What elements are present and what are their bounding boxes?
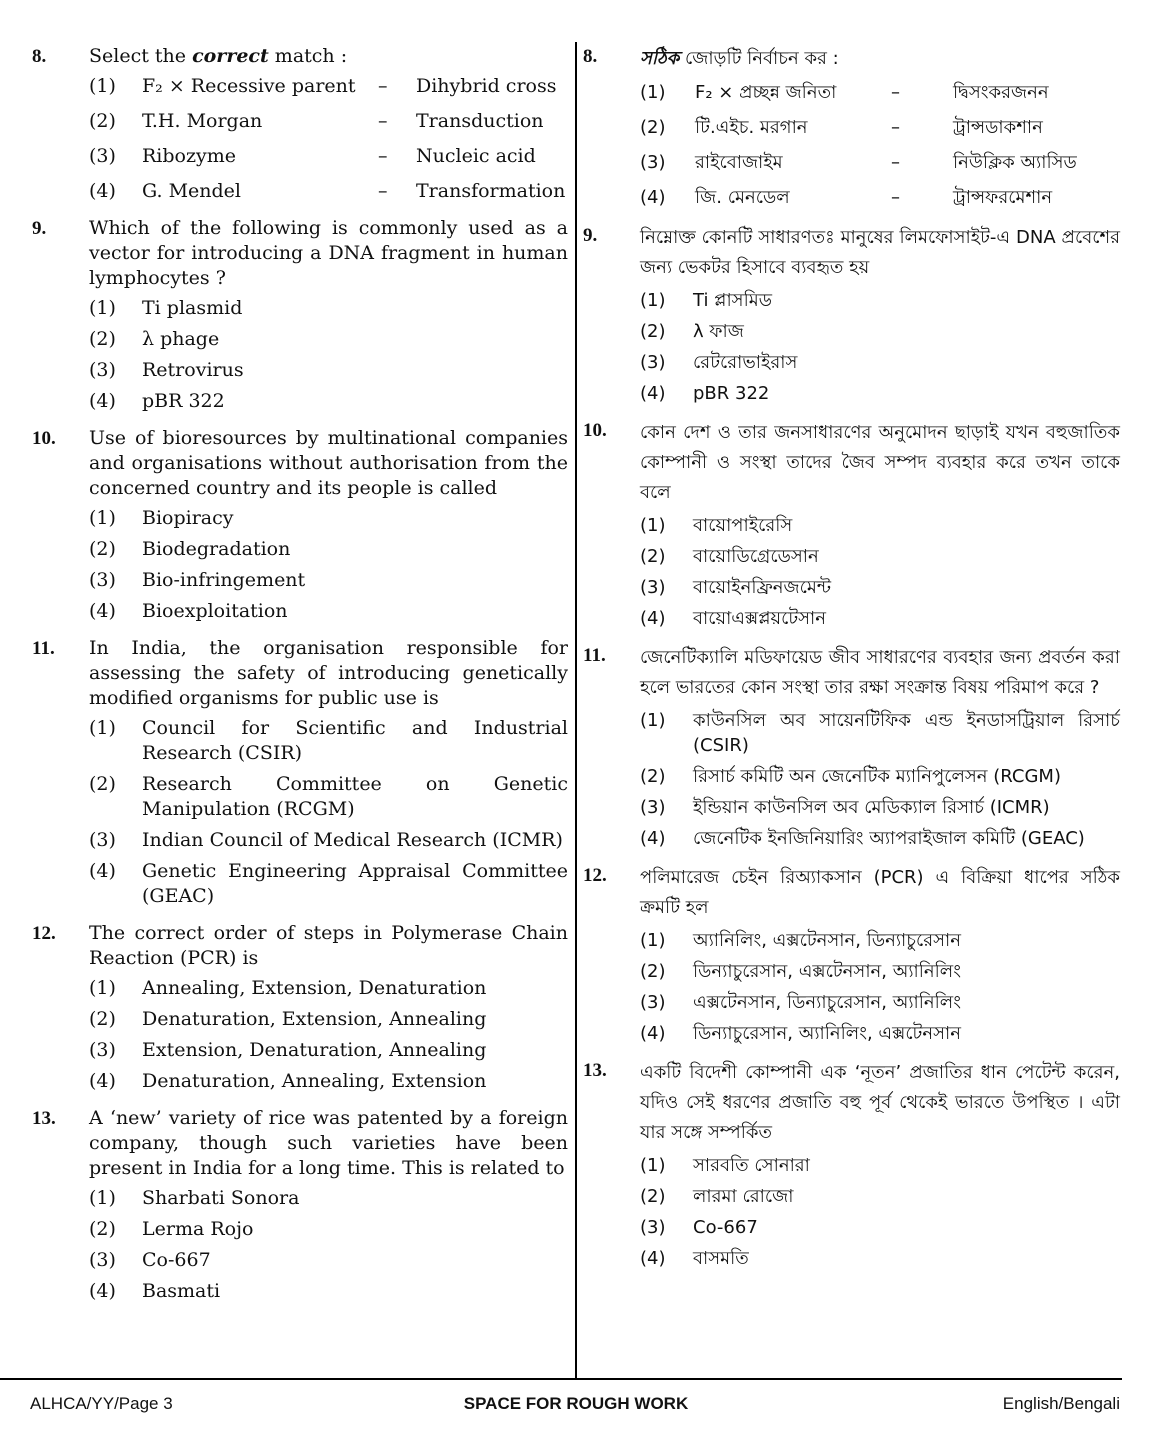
match-table: (1) F₂ × Recessive parent – Dihybrid cross (2) T.H. Morgan – Transduction (3) Ribozyme – Nucleic acid (4) G. Mendel – Transformation	[89, 74, 568, 204]
question-stem: Select the correct match :	[89, 45, 348, 67]
option-number: (4)	[89, 180, 116, 202]
match-right: ট্রান্সফরমেশান	[953, 187, 1053, 208]
question-number: 12.	[583, 865, 607, 886]
option[interactable]: (1) Sharbati Sonora	[89, 1187, 300, 1209]
option-number: (3)	[640, 152, 666, 173]
english-column	[32, 44, 568, 1316]
match-right: দ্বিসংকরজনন	[953, 82, 1049, 103]
match-left: রাইবোজাইম	[695, 152, 783, 173]
option[interactable]: (1) বায়োপাইরেসি	[640, 515, 793, 536]
option[interactable]: (2) λ ফাজ	[640, 321, 744, 342]
option[interactable]: (1) Annealing, Extension, Denaturation	[89, 977, 487, 999]
option[interactable]: (1) Ti plasmid	[89, 297, 243, 319]
question-number: 12.	[32, 923, 56, 944]
option[interactable]: (2) Denaturation, Extension, Annealing	[89, 1008, 487, 1030]
question-stem: নিম্নোক্ত কোনটি সাধারণতঃ মানুষের লিমফোসাইট-এ DNA প্রবেশের জন্য ভেকটর হিসাবে ব্যবহৃত হয়	[640, 227, 1120, 278]
option-number: (3)	[89, 145, 116, 167]
match-left: Ribozyme	[142, 145, 236, 167]
question-stem: A ‘new’ variety of rice was patented by a foreign company, though such varieties have been present in India for a long time. This is related to	[89, 1107, 568, 1179]
option[interactable]: (3) Co-667	[89, 1249, 211, 1271]
question-12-en	[32, 921, 568, 1094]
match-left: জি. মেনডেল	[695, 187, 790, 208]
match-right: নিউক্লিক অ্যাসিড	[953, 152, 1077, 173]
option[interactable]: (3) Extension, Denaturation, Annealing	[89, 1039, 487, 1061]
option[interactable]: (4) Bioexploitation	[89, 600, 288, 622]
question-stem: পলিমারেজ চেইন রিঅ্যাকসান (PCR) এ বিক্রিয়া ধাপের সঠিক ক্রমটি হল	[640, 867, 1120, 918]
option[interactable]: (4) বায়োএক্সপ্লয়টেসান	[640, 608, 826, 629]
question-number: 10.	[583, 420, 607, 441]
question-number: 8.	[583, 46, 598, 67]
language-label: English/Bengali	[1002, 1394, 1120, 1413]
match-right: Nucleic acid	[416, 145, 536, 167]
question-stem: সঠিক জোড়টি নির্বাচন কর :	[640, 48, 839, 69]
question-stem: Which of the following is commonly used as a vector for introducing a DNA fragment in human lymphocytes ?	[89, 217, 568, 289]
option[interactable]: (3) বায়োইনফ্রিনজমেন্ট	[640, 577, 832, 598]
question-stem: কোন দেশ ও তার জনসাধারণের অনুমোদন ছাড়াই যখন বহুজাতিক কোম্পানী ও সংস্থা তাদের জৈব সম্পদ ব্যবহার করে তখন তাকে বলে	[640, 422, 1120, 503]
match-right: ট্রান্সডাকশান	[953, 117, 1043, 138]
question-number: 8.	[32, 46, 47, 67]
option-number: (1)	[640, 82, 666, 103]
option[interactable]: (1) Ti প্লাসমিড	[640, 290, 772, 311]
question-13-en	[32, 1106, 568, 1304]
match-left: T.H. Morgan	[142, 110, 263, 132]
question-number: 9.	[32, 218, 47, 239]
footer-rule	[0, 1378, 1122, 1380]
option[interactable]: (3) Indian Council of Medical Research (ICMR)	[89, 829, 563, 851]
question-11-bn	[583, 643, 1120, 851]
question-number: 9.	[583, 225, 598, 246]
option[interactable]: (3) Bio-infringement	[89, 569, 306, 591]
option-number: (2)	[89, 110, 116, 132]
option-number: (2)	[640, 117, 666, 138]
match-table: (1) F₂ × প্রচ্ছন্ন জনিতা – দ্বিসংকরজনন (2) টি.এইচ. মরগান – ট্রান্সডাকশান (3) রাইবোজাইম – নিউক্লিক অ্যাসিড (4) জি. মেনডেল – ট্রান্সফরমেশান	[640, 79, 1120, 211]
option[interactable]: (4) Genetic Engineering Appraisal Committee (GEAC)	[89, 860, 568, 907]
option[interactable]: (2) λ phage	[89, 328, 220, 350]
match-left: G. Mendel	[142, 180, 241, 202]
option[interactable]: (3) Co-667	[640, 1217, 758, 1238]
question-number: 13.	[583, 1060, 607, 1081]
option[interactable]: (4) বাসমতি	[640, 1248, 749, 1269]
option[interactable]: (3) এক্সটেনসান, ডিন্যাচুরেসান, অ্যানিলিং	[640, 992, 961, 1013]
option[interactable]: (1) অ্যানিলিং, এক্সটেনসান, ডিন্যাচুরেসান	[640, 930, 961, 951]
option[interactable]: (2) Research Committee on Genetic Manipulation (RCGM)	[89, 773, 568, 820]
option[interactable]: (1) কাউনসিল অব সায়েনটিফিক এন্ড ইনডাসট্রিয়াল রিসার্চ (CSIR)	[640, 710, 1120, 756]
column-divider	[575, 42, 577, 1378]
emphasis: সঠিক	[640, 48, 680, 69]
question-9-bn	[583, 223, 1120, 406]
option-number: (4)	[640, 187, 666, 208]
option[interactable]: (4) Basmati	[89, 1280, 221, 1302]
option[interactable]: (2) Biodegradation	[89, 538, 291, 560]
option[interactable]: (3) ইন্ডিয়ান কাউনসিল অব মেডিক্যাল রিসার্চ (ICMR)	[640, 797, 1050, 818]
question-8-bn	[583, 44, 1120, 211]
match-right: Transduction	[416, 110, 544, 132]
match-right: Dihybrid cross	[416, 75, 557, 97]
question-stem: জেনেটিক্যালি মডিফায়েড জীব সাধারণের ব্যবহার জন্য প্রবর্তন করা হলে ভারতের কোন সংস্থা তার রক্ষা সংক্রান্ত বিষয় পরিমাপ করে ?	[640, 647, 1120, 698]
match-left: F₂ × Recessive parent	[142, 75, 356, 97]
option[interactable]: (1) Council for Scientific and Industrial Research (CSIR)	[89, 717, 568, 764]
question-stem: The correct order of steps in Polymerase Chain Reaction (PCR) is	[89, 922, 568, 969]
option-number: (1)	[89, 75, 116, 97]
question-10-bn	[583, 418, 1120, 631]
question-stem: In India, the organisation responsible for assessing the safety of introducing genetically modified organisms for public use is	[89, 637, 568, 709]
question-9-en	[32, 216, 568, 414]
option[interactable]: (2) Lerma Rojo	[89, 1218, 254, 1240]
option[interactable]: (3) Retrovirus	[89, 359, 244, 381]
option[interactable]: (4) pBR 322	[640, 383, 770, 404]
question-13-bn	[583, 1058, 1120, 1271]
match-left: F₂ × প্রচ্ছন্ন জনিতা	[695, 82, 837, 103]
option[interactable]: (1) সারবতি সোনারা	[640, 1155, 810, 1176]
option[interactable]: (1) Biopiracy	[89, 507, 234, 529]
question-8-en	[32, 44, 568, 204]
match-right: Transformation	[416, 180, 566, 202]
option[interactable]: (4) Denaturation, Annealing, Extension	[89, 1070, 487, 1092]
option[interactable]: (4) pBR 322	[89, 390, 225, 412]
emphasis: correct	[192, 45, 269, 67]
option[interactable]: (3) রেটরোভাইরাস	[640, 352, 798, 373]
option[interactable]: (4) ডিন্যাচুরেসান, অ্যানিলিং, এক্সটেনসান	[640, 1023, 961, 1044]
rough-work-label: SPACE FOR ROUGH WORK	[463, 1394, 689, 1413]
question-number: 10.	[32, 428, 56, 449]
question-number: 11.	[583, 645, 606, 666]
match-left: টি.এইচ. মরগান	[695, 117, 808, 138]
question-number: 13.	[32, 1108, 56, 1129]
page-code: ALHCA/YY/Page 3	[30, 1394, 173, 1413]
question-stem: Use of bioresources by multinational companies and organisations without authorisation from the concerned country and its people is called	[89, 427, 568, 499]
question-number: 11.	[32, 638, 55, 659]
question-10-en	[32, 426, 568, 624]
bengali-column	[583, 44, 1120, 1283]
option[interactable]: (2) বায়োডিগ্রেডেসান	[640, 546, 819, 567]
option[interactable]: (2) লারমা রোজো	[640, 1186, 794, 1207]
question-stem: একটি বিদেশী কোম্পানী এক ‘নূতন’ প্রজাতির ধান পেটেন্ট করেন, যদিও সেই ধরণের প্রজাতি বহু পূর্ব থেকেই ভারতে উপস্থিত । এটা যার সঙ্গে সম্পর্কিত	[640, 1062, 1120, 1143]
option[interactable]: (4) জেনেটিক ইনজিনিয়ারিং অ্যাপরাইজাল কমিটি (GEAC)	[640, 828, 1085, 849]
option[interactable]: (2) ডিন্যাচুরেসান, এক্সটেনসান, অ্যানিলিং	[640, 961, 961, 982]
option[interactable]: (2) রিসার্চ কমিটি অন জেনেটিক ম্যানিপুলেসন (RCGM)	[640, 766, 1061, 787]
question-12-bn	[583, 863, 1120, 1046]
question-11-en	[32, 636, 568, 909]
